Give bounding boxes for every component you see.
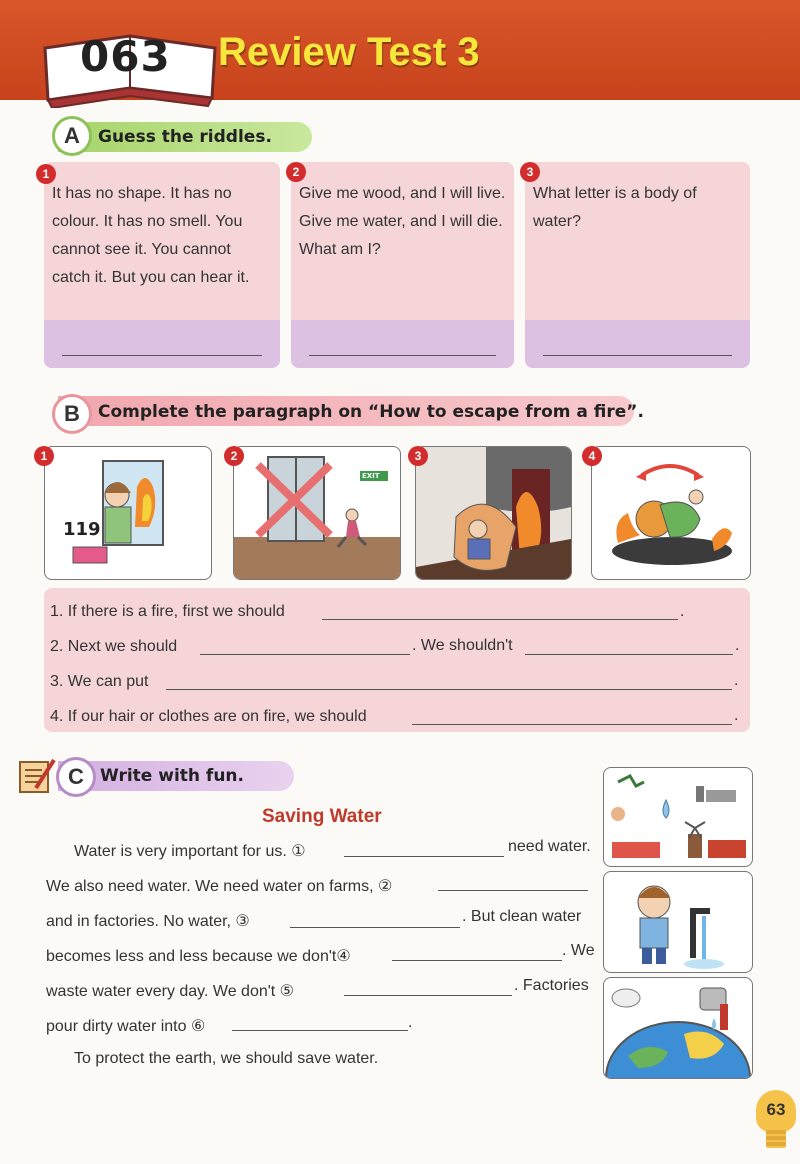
section-a-title: Guess the riddles. [98,127,272,147]
riddle-text: What letter is a body of water? [533,185,697,230]
blank-5[interactable] [344,979,512,996]
answer-area [291,320,514,368]
sentence-4-text: 4. If our hair or clothes are on fire, we should [50,708,367,725]
blank-6[interactable] [232,1014,408,1031]
earth-with-tap-illustration [604,978,752,1078]
picture-number-badge: 4 [582,446,602,466]
story-line-7: To protect the earth, we should save water. [74,1050,379,1067]
sentence-1-blank[interactable] [322,603,678,620]
sentence-2-blank-a[interactable] [200,638,410,655]
riddle-card-3 [525,162,750,368]
picture-earth-tap [603,977,753,1079]
answer-line[interactable] [309,355,496,356]
story-title: Saving Water [262,806,382,827]
writing-pencil-icon [18,758,58,796]
story-line-3b: . But clean water [462,908,582,925]
story-line-6b: . [408,1014,413,1031]
sentence-4-blank[interactable] [412,708,732,725]
sentence-2-text: 2. Next we should [50,638,178,655]
section-c-letter: C [56,757,96,797]
phone-call-illustration [45,447,211,579]
page-title: Review Test 3 [218,30,480,74]
sentence-1-end: . [680,603,685,620]
riddle-card-1 [44,162,280,368]
riddle-number-badge: 1 [36,164,56,184]
story-line-3a: and in factories. No water, ③ [46,913,250,930]
sentence-1 [50,603,285,621]
story-line-6a: pour dirty water into ⑥ [46,1018,206,1035]
riddle-text: It has no shape. It has no colour. It has no smell. You cannot see it. You cannot catch it. But you can hear it. [52,185,250,286]
story-line-5a: waste water every day. We don't ⑤ [46,983,295,1000]
sentence-3-end: . [734,672,739,689]
sentence-4-end: . [734,707,739,724]
section-a-letter: A [52,116,92,156]
section-c-title: Write with fun. [100,766,244,786]
boy-at-tap-illustration [604,872,752,972]
story-line-1b: need water. [508,838,591,855]
answer-area [525,320,750,368]
section-b-letter: B [52,394,92,434]
story-line-2a: We also need water. We need water on farms, ② [46,878,393,895]
blank-2[interactable] [438,874,588,891]
story-line-1a: Water is very important for us. ① [74,843,306,860]
picture-water-uses [603,767,753,867]
lesson-number: 063 [80,32,171,81]
answer-line[interactable] [543,355,732,356]
picture-wet-blanket [415,446,572,580]
picture-boy-tap [603,871,753,973]
exit-sign: EXIT [362,472,380,480]
sentence-2-end: . [735,637,740,654]
sentence-2-blank-b[interactable] [525,638,733,655]
sentence-1-text: 1. If there is a fire, first we should [50,603,285,620]
picture-number-badge: 2 [224,446,244,466]
story-line-4b: . We [562,942,595,959]
sentence-2-mid: . We shouldn't [412,637,513,654]
section-b-title: Complete the paragraph on “How to escape from a fire”. [98,402,644,422]
riddle-text: Give me wood, and I will live. Give me water, and I will die. What am I? [299,185,506,258]
blank-1[interactable] [344,840,504,857]
answer-line[interactable] [62,355,262,356]
answer-area [44,320,280,368]
wet-blanket-illustration [416,447,571,579]
no-elevator-illustration [234,447,400,579]
riddle-number-badge: 3 [520,162,540,182]
roll-on-ground-illustration [592,447,750,579]
emergency-number: 119 [63,519,101,540]
picture-phone-call [44,446,212,580]
riddle-number-badge: 2 [286,162,306,182]
water-uses-illustration [604,768,752,866]
blank-3[interactable] [290,911,460,928]
page-number: 63 [766,1100,786,1119]
story-line-4a: becomes less and less because we don't④ [46,948,351,965]
blank-4[interactable] [392,944,562,961]
picture-stop-drop-roll [591,446,751,580]
picture-no-elevator [233,446,401,580]
lightbulb-base [766,1130,786,1148]
picture-number-badge: 3 [408,446,428,466]
riddle-card-2 [291,162,514,368]
picture-number-badge: 1 [34,446,54,466]
sentence-3-blank[interactable] [166,673,732,690]
sentence-3-text: 3. We can put [50,673,149,690]
story-line-5b: . Factories [514,977,589,994]
